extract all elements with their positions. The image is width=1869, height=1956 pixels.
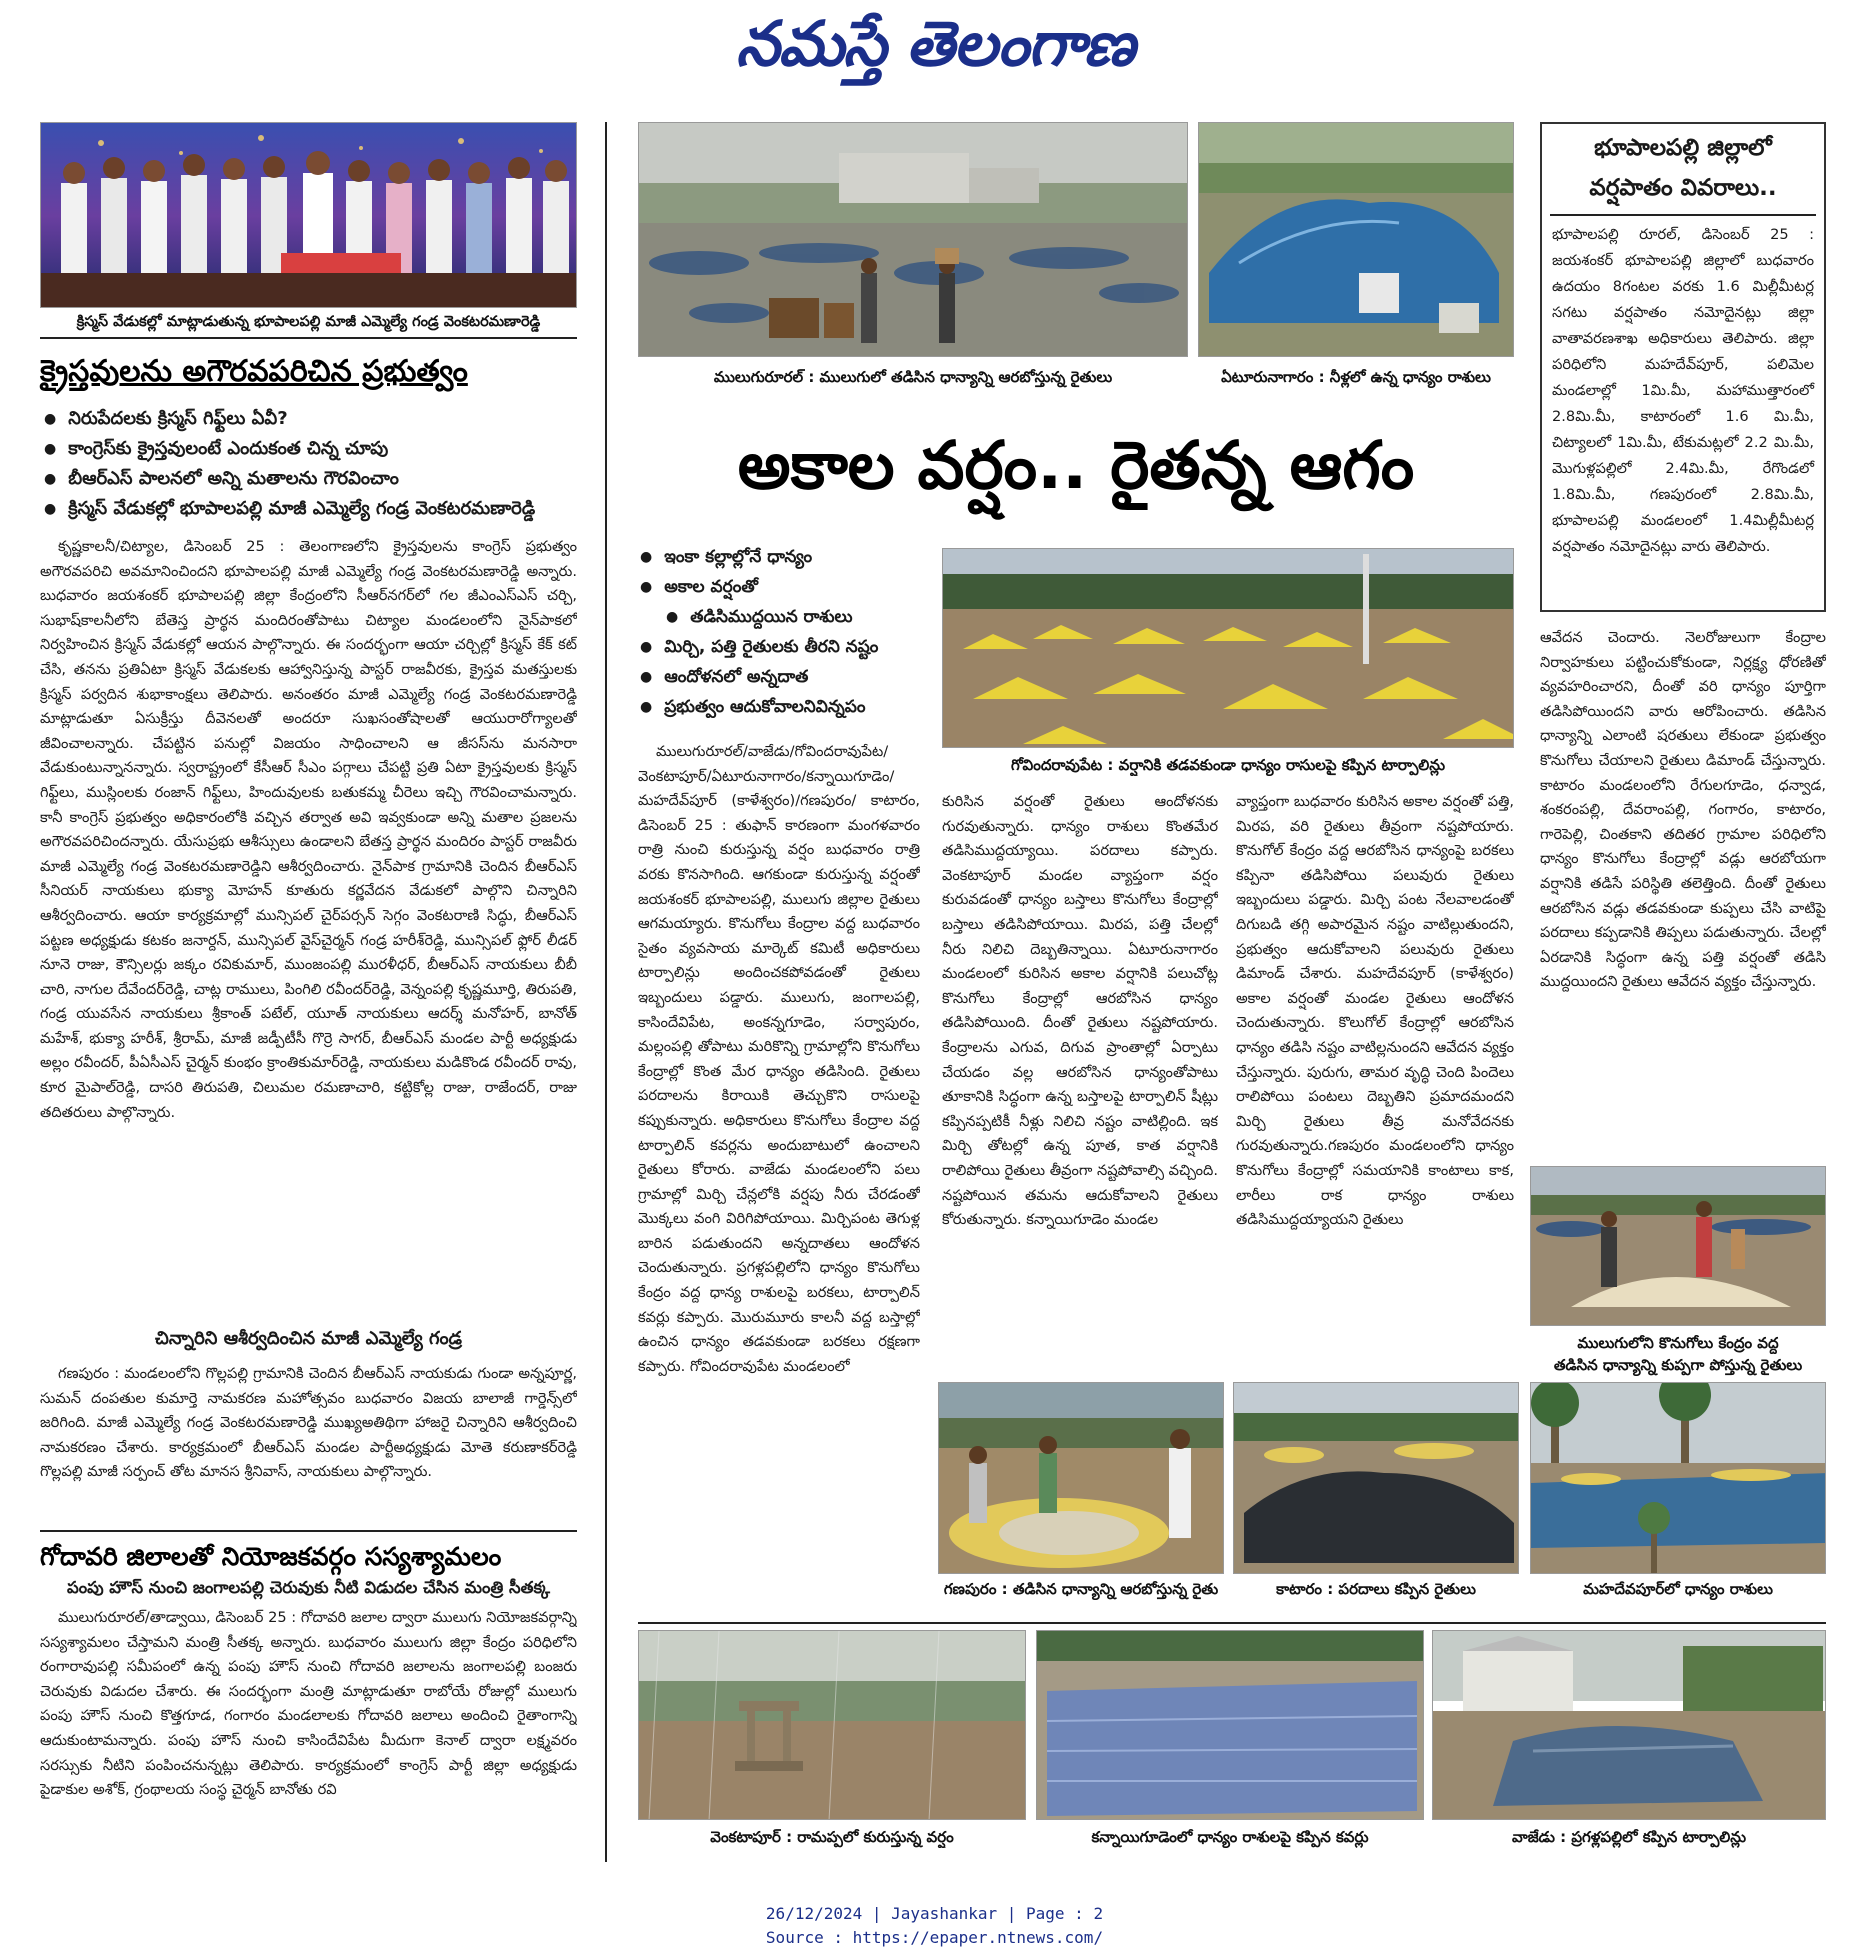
photo-venkatapur-image: [639, 1631, 1026, 1820]
photo-mulugu-image: [639, 123, 1188, 357]
article-body: [40, 1606, 577, 1858]
bullet-item: ● నిరుపేదలకు క్రిస్మస్ గిఫ్ట్‌లు ఏవీ?: [44, 404, 584, 434]
photo-mulugu-center: [1530, 1166, 1826, 1326]
article-paragraph: ములుగురూరల్/వాజేడు/గోవిందరావుపేట/ వెంకటాపూర్/ఏటూరునాగారం/కన్నాయిగూడెం/మహదేవ్‌పూర్ (కాళేశ్వరం)/గణపురం/ కాటారం, డిసెంబర్ 25 : తుఫాన్ కారణంగా మంగళవారం రాత్రి నుంచి కురుస్తున్న వర్షం బుధవారం రాత్రి వరకు కొనసాగింది. ఆగకుండా కురుస్తున్న వర్షంతో జయశంకర్ భూపాలపల్లి, ములుగు జిల్లాల రైతులు ఆగమయ్యారు. కొనుగోలు కేంద్రాల వద్ద బుధవారం సైతం వ్యవసాయ మార్కెట్ కమిటీ అధికారులు టార్పాలిన్లు అందించకపోవడంతో రైతులు ఇబ్బందులు పడ్డారు. ములుగు, జంగాలపల్లి, కాసిందేవిపేట, అంకన్నగూడెం, సర్వాపురం, మల్లంపల్లి తోపాటు మరికొన్ని గ్రామాల్లోని కొనుగోలు కేంద్రాల్లో కొంత మేర ధాన్యం తడిసింది. రైతులు పరదాలను కిరాయికి తెచ్చుకొని రాసులపై కప్పుకున్నారు. అధికారులు కొనుగోలు కేంద్రాల వద్ద టార్పాలిన్ కవర్లను అందుబాటులో ఉంచాలని రైతులు కోరారు. వాజేడు మండలంలోని పలు గ్రామాల్లో మిర్చి చేన్లలోకి వర్షపు నీరు చేరడంతో మొక్కలు వంగి విరిగిపోయాయి. మిర్చిపంట తెగుళ్ల బారిన పడుతుందని అన్నదాతలు ఆందోళన చెందుతున్నారు. ప్రగళ్లపల్లిలోని ధాన్యం కొనుగోలు కేంద్రం వద్ద ధాన్య రాశులపై బరకలు, టార్పాలిన్ కవర్లు కప్పారు. మొరుమూరు కాలనీ వద్ద బస్తాల్లో ఉంచిన ధాన్యం తడవకుండా బరకలు రక్షణగా కప్పారు. గోవిందరావుపేట మండలంలో: [638, 743, 920, 1375]
photo-caption: కన్నాయిగూడెంలో ధాన్యం రాశులపై కప్పిన కవర్లు: [1091, 1828, 1369, 1846]
bullet-item: ● ఇంకా కల్లాల్లోనే ధాన్యం: [640, 542, 940, 572]
photo-caption: గోవిందరావుపేట : వర్షానికి తడవకుండా ధాన్యం రాసులపై కప్పిన టార్పాలిన్లు: [1010, 756, 1446, 774]
article-body: [40, 535, 577, 1315]
bullet-item: ● క్రిస్మస్ వేడుకల్లో భూపాలపల్లి మాజీ ఎమ్మెల్యే గండ్ర వెంకటరమణారెడ్డి: [44, 494, 584, 524]
article-paragraph: ములుగురూరల్/తాడ్వాయి, డిసెంబర్ 25 : గోదావరి జలాల ద్వారా ములుగు నియోజకవర్గాన్ని సస్యశ్యామలం చేస్తామని మంత్రి సీతక్క అన్నారు. బుధవారం ములుగు జిల్లా కేంద్రం పరిధిలోని రంగారావుపల్లి సమీపంలో ఉన్న పంపు హౌస్ నుంచి గోదావరి జలాలను జంగాలపల్లి బంజరు చెరువుకు విడుదల చేశారు. ఈ సందర్భంగా మంత్రి మాట్లాడుతూ రాబోయే రోజుల్లో ములుగు పంపు హౌస్ నుంచి కొత్తగూడ, గంగారం మండలాలకు గోదావరి జలాలు అందించి రైతాంగాన్ని ఆదుకుంటామన్నారు. పంపు హౌస్ నుంచి కాసిందేవిపేట మీదుగా కెనాల్ ద్వారా లక్ష్మవరం సరస్సుకు నీటిని పంపించనున్నట్లు తెలిపారు. కార్యక్రమంలో కాంగ్రెస్ పార్టీ జిల్లా అధ్యక్షుడు పైడాకుల అశోక్, గ్రంథాలయ సంస్థ చైర్మన్ బానోతు రవి: [40, 1609, 577, 1799]
bullet-item: ● ఆందోళనలో అన్నదాత: [640, 662, 940, 692]
bullet-item: ● అకాల వర్షంతో: [640, 572, 940, 602]
bullet-item: ● తడిసిముద్దయిన రాశులు: [640, 602, 940, 632]
bullet-list: [44, 404, 584, 524]
article-paragraph: కృష్ణకాలనీ/చిట్యాల, డిసెంబర్ 25 : తెలంగాణలోని క్రైస్తవులను కాంగ్రెస్ ప్రభుత్వం అగౌరవపరిచి అవమానించిందని భూపాలపల్లి మాజీ ఎమ్మెల్యే గండ్ర వెంకటరమణారెడ్డి అన్నారు. బుధవారం జయశంకర్ భూపాలపల్లి జిల్లా కేంద్రంలోని సీఆర్‌నగర్‌లో గల జీఎంఎస్ఎస్ చర్చి, సుభాష్‌కాలనీలోని బేతెస్త ప్రార్థన మందిరంతోపాటు చిట్యాల మండలంలోని నైన్‌పాకలో నిర్వహించిన క్రిస్మస్ వేడుకల్లో ఆయన పాల్గొన్నారు. ఈ సందర్భంగా ఆయా చర్చిల్లో క్రిస్మస్ కేక్ కట్ చేసి, తనను ప్రతిఏటా క్రిస్మస్ వేడుకలకు ఆహ్వానిస్తున్న పాస్టర్ రాజవీరకు, క్రైస్తవ మతస్తులకు క్రిస్మస్ పర్వదిన శుభాకాంక్షలు తెలిపారు. అనంతరం మాజీ ఎమ్మెల్యే గండ్ర వెంకటరమణారెడ్డి మాట్లాడుతూ ఏసుక్రీస్తు దీవెనలతో అందరూ సుఖసంతోషాలతో ఆయురారోగ్యాలతో జీవించాలన్నారు. చేపట్టిన పనుల్లో విజయం సాధించాలని ఆ జీసస్‌ను మనసారా వేడుకుంటున్నానన్నారు. స్వరాష్ట్రంలో కేసీఆర్ సీఎం పగ్గాలు చేపట్టి ప్రతి ఏటా క్రైస్తవులకు క్రిస్మస్ గిఫ్ట్‌లు, ముస్లింలకు రంజాన్ గిఫ్ట్‌లు, హిందువులకు బతుకమ్మ చీరెలు ఇచ్చి గౌరవించామన్నారు. కానీ కాంగ్రెస్ ప్రభుత్వం అధికారంలోకి వచ్చిన తర్వాత అవి ఇవ్వకుండా అన్ని మతాల ప్రజలను అగౌరవపరిచిందన్నారు. యేసుప్రభు ఆశీస్సులు ఉండాలని బేతస్త ప్రార్థన మందిరం పాస్టర్ రాజవీరు మాజీ ఎమ్మెల్యే గండ్ర వెంకటరమణారెడ్డిని ఆశీర్వదించారు. నైన్‌పాక గ్రామానికి చెందిన బీఆర్ఎస్ సీనియర్ నాయకులు భుక్యా మోహన్ కూతురు కర్ణవేదన వేడుకలో పాల్గొని చిన్నారిని ఆశీర్వదించారు. ఆయా కార్యక్రమాల్లో మున్సిపల్ చైర్‌పర్సన్ సెగ్గం వెంకటరాణి సిద్ధు, బీఆర్ఎస్ పట్టణ అధ్యక్షుడు కటకం జనార్దన్, మున్సిపల్ వైస్‌చైర్మన్ గండ్ర హరీశ్‌రెడ్డి, మున్సిపల్ ఫ్లోర్ లీడర్ నూనె రాజు, కౌన్సిలర్లు జక్కం రవికుమార్, ముంజంపల్లి మురళీధర్, బీఆర్ఎస్ నాయకులు బీబీ చారి, నాగుల దేవేందర్‌రెడ్డి, చాట్ల రాములు, పింగిలి రవీందర్‌రెడ్డి, వెన్నంపల్లి కృష్ణమూర్తి, తిరుపతి, గండ్ర యువసేన నాయకులు శ్రీకాంత్ పటేల్, యూత్ నాయకులు ఆదర్శ్ మనోహర్, బానోత్ మహేశ్, భుక్యా హరీశ్, శ్రీరామ్, మాజీ జడ్పీటీసీ గొర్రె సాగర్, బీఆర్ఎస్ మండల పార్టీ అధ్యక్షుడు అల్లం రవీందర్, పీఏసీఎస్ చైర్మన్ కుంభం క్రాంతికుమార్‌రెడ్డి, నాయకులు మడికొండ రవీందర్ రావు, కూర మైపాల్‌రెడ్డి, దాసరి తిరుపతి, చిలుమల రమణాచారి, కట్టికోల్ల రాజు, రాజేందర్, రాజు తదితరులు పాల్గొన్నారు.: [40, 538, 577, 1121]
photo-mulugu-center-image: [1531, 1167, 1826, 1326]
column-divider: [605, 122, 607, 1862]
photo-govindaraopet: [942, 548, 1514, 748]
photo-caption: వాజేడు : ప్రగళ్లపల్లిలో కప్పిన టార్పాలిన్లు: [1511, 1828, 1747, 1846]
article-paragraph: కురిసిన వర్షంతో రైతులు ఆందోళనకు గురవుతున్నారు. ధాన్యం రాశులు కొంతమేర తడిసిముద్దయ్యాయి. పరదాలు కప్పారు. వెంకటాపూర్ మండల వ్యాప్తంగా వర్షం కురువడంతో ధాన్యం బస్తాలు కొనుగోలు కేంద్రాల్లో బస్తాలు తడిసిపోయాయి. మిరప, పత్తి చేలల్లో నీరు నిలిచి దెబ్బతిన్నాయి. ఏటూరునాగారం మండలంలో కురిసిన అకాల వర్షానికి పలుచోట్ల కొనుగోలు కేంద్రాల్లో ఆరబోసిన ధాన్యం తడిసిపోయింది. దీంతో రైతులు నష్టపోయారు. కేంద్రాలను ఎగువ, దిగువ ప్రాంతాల్లో ఏర్పాటు చేయడం వల్ల ఆరబోసిన ధాన్యంతోపాటు తూకానికి సిద్ధంగా ఉన్న బస్తాలపై టార్పాలిన్ షీట్లు కప్పినప్పటికీ నీళ్లు నిలిచి నష్టం వాటిల్లింది. ఇక మిర్చి తోటల్లో ఉన్న పూత, కాత వర్షానికి రాలిపోయి రైతులు తీవ్రంగా నష్టపోవాల్సి వచ్చింది. నష్టపోయిన తమను ఆదుకోవాలని రైతులు కోరుతున్నారు. కన్నాయిగూడెం మండల: [942, 793, 1218, 1229]
rainfall-box-body: భూపాలపల్లి రూరల్, డిసెంబర్ 25 : జయశంకర్ భూపాలపల్లి జిల్లాలో బుధవారం ఉదయం 8గంటల వరకు 1.6 మిల్లీమీటర్ల సగటు వర్షపాతం నమోదైనట్లు జిల్లా వాతావరణశాఖ అధికారులు తెలిపారు. జిల్లా పరిధిలోని మహదేవ్‌పూర్, పలిమెల మండలాల్లో 1మి.మీ, మహాముత్తారంలో 2.8మి.మీ, కాటారంలో 1.6 మి.మీ, చిట్యాలలో 1మి.మీ, టేకుమట్లలో 2.2 మి.మీ, మొగుళ్లపల్లిలో 2.4మి.మీ, రేగొండలో 1.8మి.మీ, గణపురంలో 2.8మి.మీ, భూపాలపల్లి మండలంలో 1.4మిల్లీమీటర్ల వర్షపాతం నమోదైనట్లు వారు తెలిపారు.: [1552, 226, 1814, 555]
photo-kannaigudem: [1036, 1630, 1424, 1820]
photo-christmas-event: [40, 122, 577, 308]
photo-caption: కాటారం : పరదాలు కప్పిన రైతులు: [1276, 1580, 1476, 1598]
photo-govindaraopet-image: [943, 549, 1514, 748]
photo-vajedu: [1432, 1630, 1826, 1820]
bullet-item: ● బీఆర్ఎస్ పాలనలో అన్ని మతాలను గౌరవించాం: [44, 464, 584, 494]
article-paragraph: ఆవేదన చెందారు. నెలరోజులుగా కేంద్రాల నిర్వాహకులు పట్టించుకోకుండా, నిర్లక్ష్య ధోరణితో వ్యవహరించారని, దీంతో వరి ధాన్యం పూర్తిగా తడిసిపోయిందని వారు ఆరోపించారు. తడిసిన ధాన్యాన్ని ఎలాంటి షరతులు లేకుండా ప్రభుత్వం కొనుగోలు చేయాలని రైతులు డిమాండ్ చేస్తున్నారు. కాటారం మండలంలోని రేగులగూడెం, ధన్వాడ, శంకరంపల్లి, దేవరాంపల్లి, గంగారం, కాటారం, గారెపెల్లి, చింతకాని తదితర గ్రామాల పరిధిలోని ధాన్యం కొనుగోలు కేంద్రాల్లో వడ్లు ఆరబోయగా వర్షానికి తడిసే పరిస్థితి తలెత్తింది. దీంతో రైతులు ఆరబోసిన వడ్లు తడవకుండా కుప్పలు చేసి వాటిపై పరదాలు కప్పడానికి తిప్పలు పడుతున్నారు. చేలల్లో ఏరడానికి సిద్ధంగా ఉన్న పత్తి వర్షంతో తడిసి ముద్దయిందని రైతులు ఆవేదన వ్యక్తం చేస్తున్నారు.: [1540, 629, 1826, 991]
masthead-logo: నమస్తే తెలంగాణ: [735, 7, 1135, 80]
photo-ganapuram-image: [939, 1383, 1224, 1574]
photo-christmas-event-image: [41, 123, 577, 308]
footer-page-info: 26/12/2024 | Jayashankar | Page : 2: [765, 1904, 1104, 1923]
bullet-item: ● ప్రభుత్వం ఆదుకోవాలనివిన్నపం: [640, 692, 940, 722]
photo-kannaigudem-image: [1037, 1631, 1424, 1820]
article-body-col3: [1236, 790, 1514, 1380]
rainfall-box: [1540, 122, 1826, 612]
photo-caption: వెంకటాపూర్ : రామప్పలో కురుస్తున్న వర్షం: [710, 1828, 954, 1846]
photo-caption: ములుగులోని కొనుగోలు కేంద్రం వద్ద: [1577, 1334, 1779, 1352]
photo-caption: మహదేవపూర్‌లో ధాన్యం రాశులు: [1583, 1580, 1773, 1598]
subheading-blessing: చిన్నారిని ఆశీర్వదించిన మాజీ ఎమ్మెల్యే గండ్ర: [155, 1328, 462, 1349]
rainfall-box-title: భూపాలపల్లి జిల్లాలో వర్షపాతం వివరాలు..: [1589, 135, 1777, 201]
photo-kataram-image: [1234, 1383, 1519, 1574]
photo-mulugu: [638, 122, 1188, 357]
photo-mahadevpur: [1530, 1382, 1826, 1574]
footer-source-link[interactable]: Source : https://epaper.ntnews.com/: [765, 1928, 1104, 1947]
photo-eturunagaram: [1198, 122, 1514, 357]
photo-ganapuram: [938, 1382, 1224, 1574]
divider: [638, 1622, 1826, 1624]
headline-christians: క్రైస్తవులను అగౌరవపరిచిన ప్రభుత్వం: [40, 354, 468, 389]
bullet-item: ● కాంగ్రెస్‌కు క్రైస్తవులంటే ఎందుకంత చిన్న చూపు: [44, 434, 584, 464]
photo-vajedu-image: [1433, 1631, 1826, 1820]
article-body-col2: [942, 790, 1218, 1380]
photo-caption: క్రిస్మస్ వేడుకల్లో మాట్లాడుతున్న భూపాలపల్లి మాజీ ఎమ్మెల్యే గండ్ర వెంకటరమణారెడ్డి: [76, 314, 541, 330]
bullet-item: ● మిర్చి, పత్తి రైతులకు తీరని నష్టం: [640, 632, 940, 662]
divider: [1550, 214, 1816, 216]
article-paragraph: వ్యాప్తంగా బుధవారం కురిసిన అకాల వర్షంతో పత్తి, మిరప, వరి రైతులు తీవ్రంగా నష్టపోయారు. కొనుగోల్ కేంద్రం వద్ద ఆరబోసిన ధాన్యంపై బరకలు కప్పినా తడిసిపోయి పలువురు రైతులు ఇబ్బందులు పడ్డారు. మిర్చి పంట నేలవాలడంతో దిగుబడి తగ్గి అపారమైన నష్టం వాటిల్లుతుందని, ప్రభుత్వం ఆదుకోవాలని పలువురు రైతులు డిమాండ్ చేశారు. మహదేవపూర్ (కాళేశ్వరం) అకాల వర్షంతో మండల రైతులు ఆందోళన చెందుతున్నారు. కొలుగోల్ కేంద్రాల్లో ఆరబోసిన ధాన్యం తడిసి నష్టం వాటిల్లనుందని ఆవేదన వ్యక్తం చేస్తున్నారు. పురుగు, తామర వృద్ధి చెంది పిందెలు రాలిపోయి పంటలు దెబ్బతిని ప్రమాదమందని మిర్చి రైతులు తీవ్ర మనోవేదనకు గురవుతున్నారు.గణపురం మండలంలోని ధాన్యం కొనుగోలు కేంద్రాల్లో సమయానికి కాంటాలు కాక, లారీలు రాక ధాన్యం రాశులు తడిసిముద్దయ్యాయని రైతులు: [1236, 793, 1514, 1229]
headline-godavari: గోదావరి జిలాలతో నియోజకవర్గం సస్యశ్యామలం: [40, 1542, 502, 1571]
photo-caption: తడిసిన ధాన్యాన్ని కుప్పగా పోస్తున్న రైతులు: [1553, 1356, 1803, 1374]
subheading-pump: పంపు హౌస్ నుంచి జంగాలపల్లి చెరువుకు నీటి విడుదల చేసిన మంత్రి సీతక్క: [66, 1578, 551, 1597]
photo-venkatapur: [638, 1630, 1026, 1820]
divider: [40, 337, 577, 339]
article-body-right: [1540, 626, 1826, 1166]
photo-kataram: [1233, 1382, 1519, 1574]
bullet-list: [640, 542, 940, 722]
photo-caption: ములుగురూరల్ : ములుగులో తడిసిన ధాన్యాన్ని ఆరబోస్తున్న రైతులు: [713, 368, 1113, 386]
photo-caption: గణపురం : తడిసిన ధాన్యాన్ని ఆరబోస్తున్న రైతు: [943, 1580, 1219, 1598]
article-body: [40, 1362, 577, 1522]
article-paragraph: గణపురం : మండలంలోని గొల్లపల్లి గ్రామానికి చెందిన బీఆర్ఎస్ నాయకుడు గుండా అన్నపూర్ణ, సుమన్ దంపతుల కుమార్తె నామకరణ మహోత్సవం బుధవారం విజయ బాలాజీ గార్డెన్స్‌లో జరిగింది. మాజీ ఎమ్మెల్యే గండ్ర వెంకటరమణారెడ్డి ముఖ్యఅతిథిగా హాజరై చిన్నారిని ఆశీర్వదించి నామకరణం చేశారు. కార్యక్రమంలో బీఆర్ఎస్ మండల పార్టీఅధ్యక్షుడు మోతె కరుణాకర్‌రెడ్డి గొల్లపల్లి మాజీ సర్పంచ్ తోట మానస శ్రీనివాస్, నాయకులు పాల్గొన్నారు.: [40, 1365, 577, 1481]
photo-caption: ఏటూరునాగారం : నీళ్లలో ఉన్న ధాన్యం రాశులు: [1221, 368, 1491, 386]
divider: [40, 1530, 577, 1532]
photo-mahadevpur-image: [1531, 1383, 1826, 1574]
headline-untimely-rain: అకాల వర్షం.. రైతన్న ఆగం: [737, 427, 1415, 504]
photo-eturunagaram-image: [1199, 123, 1514, 357]
